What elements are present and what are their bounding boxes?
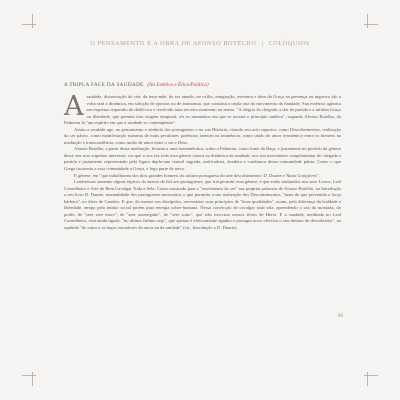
paragraph: Lembremos somente alguns tópicos do ensino de fiel aos portugueses, que iria permitir essa génese, e que estão traduzidos nos seus Livros, Leal Conselheiro e Arte de Bem Cavalgar Toda a Sela. Como mostrado para o "movimento do ser" nas próprias palavras de Afonso Botelho, na Introdução a seu livro D. Duarte, manualidade dos portugueses necessária, o que permitiu a sua realização dos Descobrimentos, "mais do que prevenida a força bárbara", no dizer de Camões. E que, do mestre aos discípulos, necessárias suas princípios de "boas qualidades", assim, pela diferença da lealdade e liberdade, tempo pelo mútuo social porém pura energia sobre-humana. Nessa convicção de cavalgar toda sela, aprendendo o uso da montada, do poder, de "seer seer more", de "seer assesegado", de "seer sotto", que irão exercitar nossos feitos de Herói. E a saudade, meditada no Leal Conselheiro, está ainda ligada, "no último Infinto seja", que apenas é efetivamente apanho e portagui novo efectiva o seu destino de descobridor", na saudade "do outro e os lugos extradores do amor na da unidade" (cit., Introdução a D. Duarte). (64, 179, 341, 230)
paragraph-text: saudade, distanciação do céu, da terra-mãe, do ser amado, no exílio, emigração, aventura e dom da Graça na presença ou ingresso são a volta será a dinâmica, em solução de opostos ou de antinomia, que constitui a tripla raiz do movimento da Saudade. Sua essência agônica em esquema tripartido de dialéctica e resolvido num terceiro momento ou termo. "A alegria da chegada, a dor da partida e a infinita Graça ou liberdade, que permite esta viagem temporal, eis os momentos em que se mostra o princípio saúdico", segundo Afonso Botelho, da Palmeira lá "um espírito em que a saudade se contemplasse". (64, 94, 341, 126)
crop-mark (22, 24, 36, 25)
crop-mark (32, 14, 33, 28)
section-title: A TRIPLA FACE DA SAUDADE (64, 82, 144, 88)
page-number: 89 (338, 314, 343, 319)
running-header (0, 40, 400, 47)
drop-cap: A (64, 91, 84, 122)
section-subtitle: (Na Estética e Ética/Política) (147, 82, 209, 88)
paragraph: E génese, em "que trabalharam dos dois grandes homens da cultura portuguesa do arte descobrimento: D. Duarte e Nuno Gonçalves". (74, 172, 320, 178)
crop-mark (367, 14, 368, 28)
crop-mark (32, 372, 33, 386)
header-section: COLÓQUIOS (268, 40, 310, 47)
header-book-title: O PENSAMENTO E A OBRA DE AFONSO BOTELHO (90, 40, 257, 47)
paragraph: Assim a saudade age, no pensamento e símbolo dos portugueses e na sua História, criando seu acto superior, como Descobrimentos, realização do ser pátrio, como manifestação máxima de mais peculiares potências latentes na imanência, como união de amor ecumênico entre os homens na mediação e transcendência, como união de amor entre o ser e Deus. (64, 126, 341, 145)
header-separator: | (261, 40, 264, 47)
crop-mark (22, 375, 36, 376)
main-text-column (64, 82, 341, 231)
paragraph: Afonso Botelho, a partir desta meditação, levanta a uma hermenêutica, sobre a Palmeira, como fonte da Raça, e justamente no período da génese desse seu acto supremo universal, via que o nos faz toda essa génese estava na dinâmica da saudade, nos seu movimento complementar do chegada e partida e justamente representado pela figura dupla-una central sagrada, unificadora, doadora e condutora dessa comunidade pátria. Como o que Grega trouxesta a essa comunidade a Graça, e logo parte de novo. (64, 146, 341, 172)
section-heading (64, 82, 341, 88)
crop-mark (367, 372, 368, 386)
paragraph (64, 91, 341, 127)
